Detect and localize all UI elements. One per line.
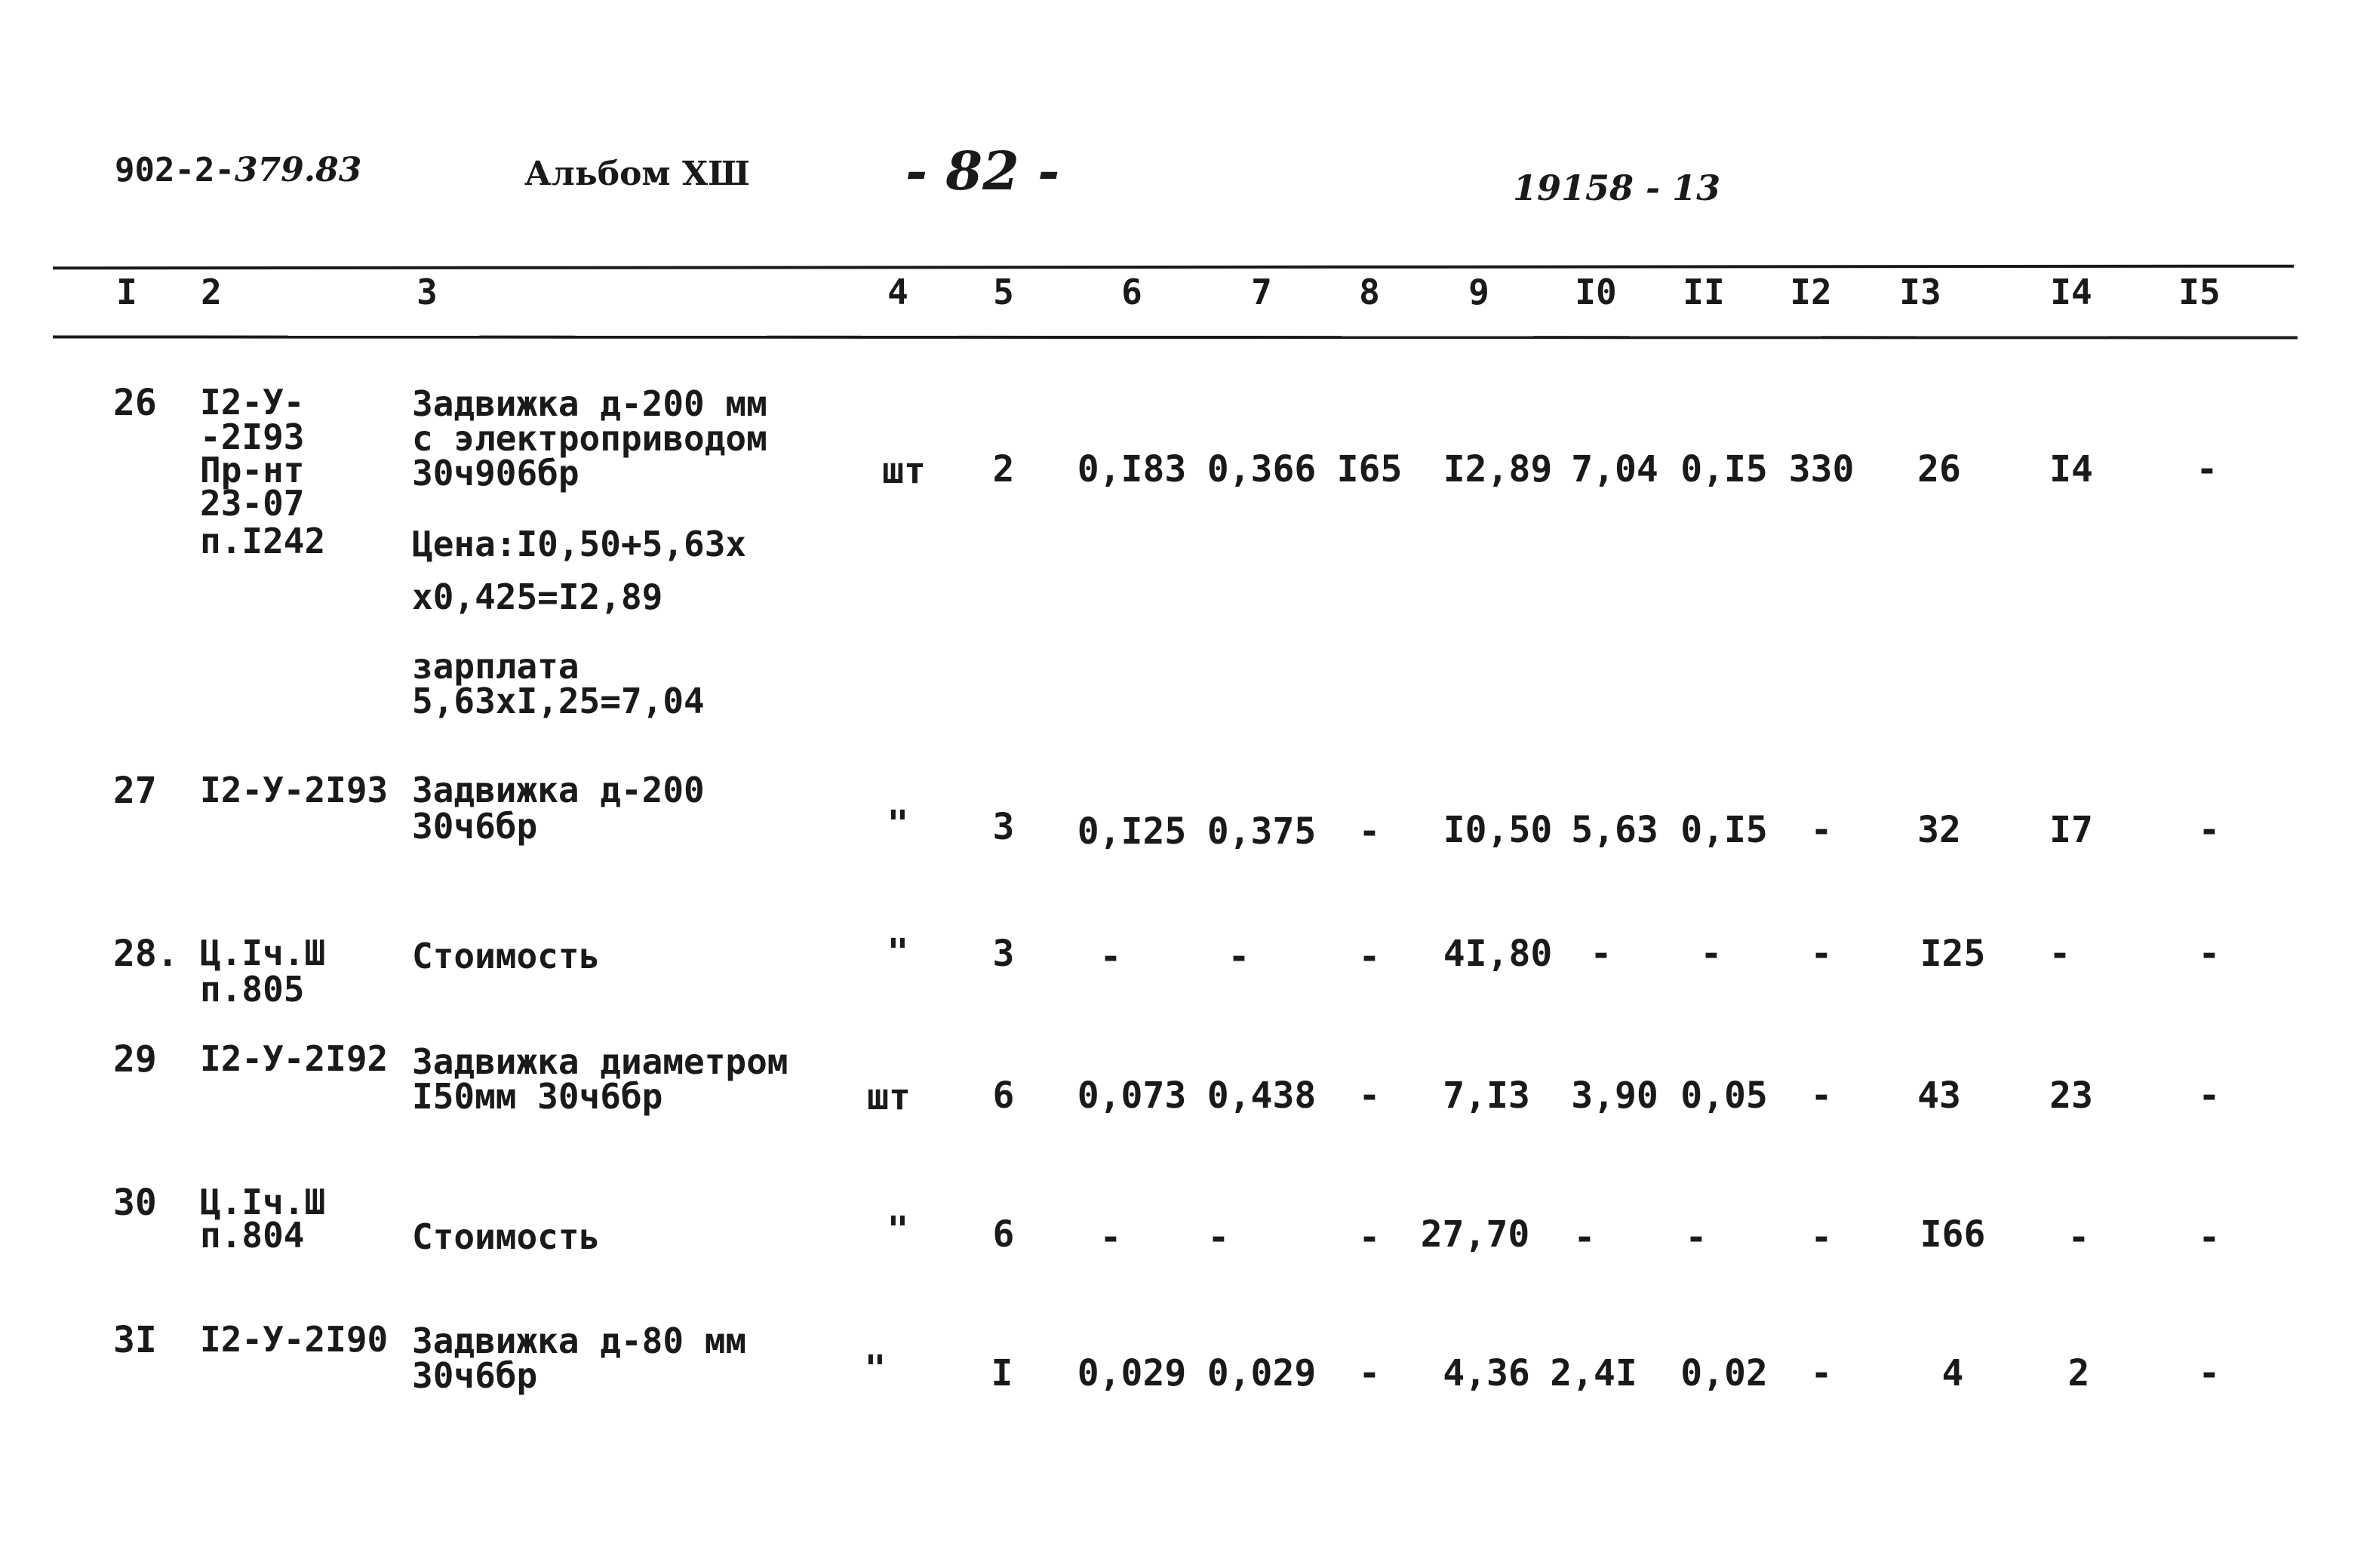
row-unit: " (864, 1348, 887, 1390)
row-code-line: Ц.Iч.Ш (200, 1182, 326, 1222)
row-col15: - (2198, 809, 2221, 851)
row-col6: - (1099, 936, 1122, 978)
row-number: 3I (113, 1319, 157, 1361)
row-col13: 43 (1917, 1075, 1961, 1117)
row-description-line: Задвижка диаметром (412, 1041, 788, 1082)
row-col12: - (1810, 809, 1833, 851)
row-description-line: Задвижка д-200 (412, 770, 705, 810)
row-col13: 32 (1917, 809, 1961, 851)
row-code-line: п.805 (200, 969, 305, 1010)
row-price-note-line: Цена:I0,50+5,63x (412, 524, 747, 564)
row-col14: 2 (2067, 1352, 2090, 1394)
row-number: 28. (113, 933, 179, 975)
row-col9: I2,89 (1443, 448, 1553, 490)
row-col7: - (1228, 936, 1250, 978)
row-col14: I7 (2049, 809, 2093, 851)
row-col8: - (1358, 1352, 1381, 1394)
column-header-12: I2 (1790, 272, 1832, 312)
row-number: 26 (113, 382, 157, 424)
row-description-line: Стоимость (412, 936, 601, 976)
row-unit: " (887, 1209, 909, 1251)
row-wage-note-line: 5,63xI,25=7,04 (412, 681, 705, 721)
row-col10: 2,4I (1550, 1352, 1637, 1394)
column-header-13: I3 (1899, 272, 1941, 312)
row-col14: - (2049, 933, 2071, 975)
row-price-note-line: x0,425=I2,89 (412, 576, 663, 617)
row-col15: - (2196, 448, 2218, 490)
row-col11: - (1685, 1216, 1708, 1259)
row-col8: - (1358, 810, 1381, 853)
document-code-handwritten: 379.83 (234, 151, 362, 189)
row-description-line: Задвижка д-80 мм (412, 1321, 747, 1361)
row-col12: - (1810, 933, 1833, 975)
row-col15: - (2198, 1352, 2221, 1394)
row-col11: 0,05 (1680, 1075, 1768, 1117)
row-col10: 7,04 (1571, 448, 1658, 490)
row-unit: " (887, 803, 909, 845)
row-code-line: I2-У-2I92 (200, 1038, 389, 1079)
column-header-8: 8 (1359, 272, 1380, 312)
document-code (115, 151, 361, 189)
row-code-line: -2I93 (200, 417, 305, 457)
row-col10: 3,90 (1571, 1075, 1658, 1117)
row-col8: - (1358, 1216, 1381, 1259)
row-description-line: Стоимость (412, 1216, 601, 1257)
row-code-line: Ц.Iч.Ш (200, 933, 326, 973)
row-col7: 0,438 (1207, 1075, 1317, 1117)
reference-number: 19158 - 13 (1513, 168, 1721, 208)
row-col13: 26 (1917, 448, 1961, 490)
row-unit: " (887, 931, 909, 973)
row-quantity: 6 (992, 1075, 1015, 1117)
row-description-line: I50мм 30ч6бр (412, 1076, 663, 1117)
row-code-line: I2-У-2I93 (200, 770, 389, 810)
column-header-1: I (116, 272, 137, 312)
row-code-line: 23-07 (200, 483, 305, 524)
row-col15: - (2198, 933, 2221, 975)
row-col9: I0,50 (1443, 809, 1553, 851)
column-header-5: 5 (993, 272, 1014, 312)
row-wage-note-line: зарплата (412, 646, 579, 687)
column-header-15: I5 (2178, 272, 2221, 312)
row-col15: - (2198, 1216, 2221, 1259)
column-header-11: II (1683, 272, 1725, 312)
row-code-line: п.804 (200, 1215, 305, 1256)
row-description-line: 30ч906бр (412, 453, 579, 493)
row-quantity: 6 (992, 1213, 1015, 1256)
row-code-line: I2-У-2I90 (200, 1319, 389, 1360)
row-col6: 0,073 (1077, 1075, 1187, 1117)
row-code-line: Пр-нт (200, 450, 305, 490)
row-col12: - (1810, 1075, 1833, 1117)
row-col11: 0,I5 (1680, 809, 1768, 851)
row-col8: I65 (1336, 448, 1403, 490)
row-code-line: I2-У- (200, 382, 305, 423)
row-col11: 0,02 (1680, 1352, 1768, 1394)
row-quantity: 3 (992, 933, 1015, 975)
row-col11: - (1700, 933, 1723, 975)
row-col8: - (1358, 936, 1381, 978)
row-col12: - (1810, 1216, 1833, 1259)
row-col9: 4I,80 (1443, 933, 1553, 975)
row-col10: - (1590, 933, 1612, 975)
row-col7: 0,375 (1207, 810, 1317, 853)
column-header-6: 6 (1121, 272, 1142, 312)
row-col13: I25 (1920, 933, 1986, 975)
row-col14: 23 (2049, 1075, 2093, 1117)
row-col15: - (2198, 1075, 2221, 1117)
row-col9: 4,36 (1443, 1352, 1530, 1394)
row-quantity: I (991, 1352, 1013, 1394)
row-col14: I4 (2049, 448, 2093, 490)
row-number: 29 (113, 1038, 157, 1081)
column-header-14: I4 (2050, 272, 2092, 312)
row-col9: 7,I3 (1443, 1075, 1530, 1117)
document-code-printed: 902-2- (115, 151, 235, 189)
row-col12: 330 (1788, 448, 1855, 490)
row-col6: - (1099, 1216, 1122, 1259)
row-col6: 0,I25 (1077, 810, 1187, 853)
row-col9: 27,70 (1420, 1213, 1530, 1256)
row-col7: 0,029 (1207, 1352, 1317, 1394)
row-number: 30 (113, 1182, 157, 1224)
row-col7: - (1207, 1216, 1230, 1259)
column-header-9: 9 (1468, 272, 1489, 312)
table-header-rule (53, 335, 2298, 339)
row-col7: 0,366 (1207, 448, 1317, 490)
row-description-line: 30ч6бр (412, 806, 538, 847)
column-header-4: 4 (887, 272, 908, 312)
row-description-line: Задвижка д-200 мм (412, 383, 767, 424)
row-unit: шт (882, 450, 926, 492)
row-col13: 4 (1941, 1352, 1964, 1394)
table-top-rule (53, 265, 2294, 270)
column-header-10: I0 (1575, 272, 1617, 312)
row-col14: - (2067, 1216, 2090, 1259)
row-quantity: 2 (992, 448, 1015, 490)
column-header-2: 2 (201, 272, 222, 312)
row-description-line: с электроприводом (412, 418, 767, 459)
row-description-line: 30ч6бр (412, 1355, 538, 1396)
page-number: - 82 - (905, 140, 1060, 202)
row-col8: - (1358, 1075, 1381, 1117)
row-col10: 5,63 (1571, 809, 1658, 851)
row-col13: I66 (1920, 1213, 1986, 1256)
row-col6: 0,I83 (1077, 448, 1187, 490)
row-code-line: п.I242 (200, 521, 326, 561)
row-col11: 0,I5 (1680, 448, 1768, 490)
row-number: 27 (113, 770, 157, 812)
column-header-3: 3 (417, 272, 438, 312)
row-col10: - (1573, 1216, 1596, 1259)
row-unit: шт (867, 1076, 911, 1118)
column-header-7: 7 (1251, 272, 1272, 312)
row-col6: 0,029 (1077, 1352, 1187, 1394)
album-label: Альбом XШ (524, 155, 750, 193)
row-col12: - (1810, 1352, 1833, 1394)
row-quantity: 3 (992, 806, 1015, 848)
